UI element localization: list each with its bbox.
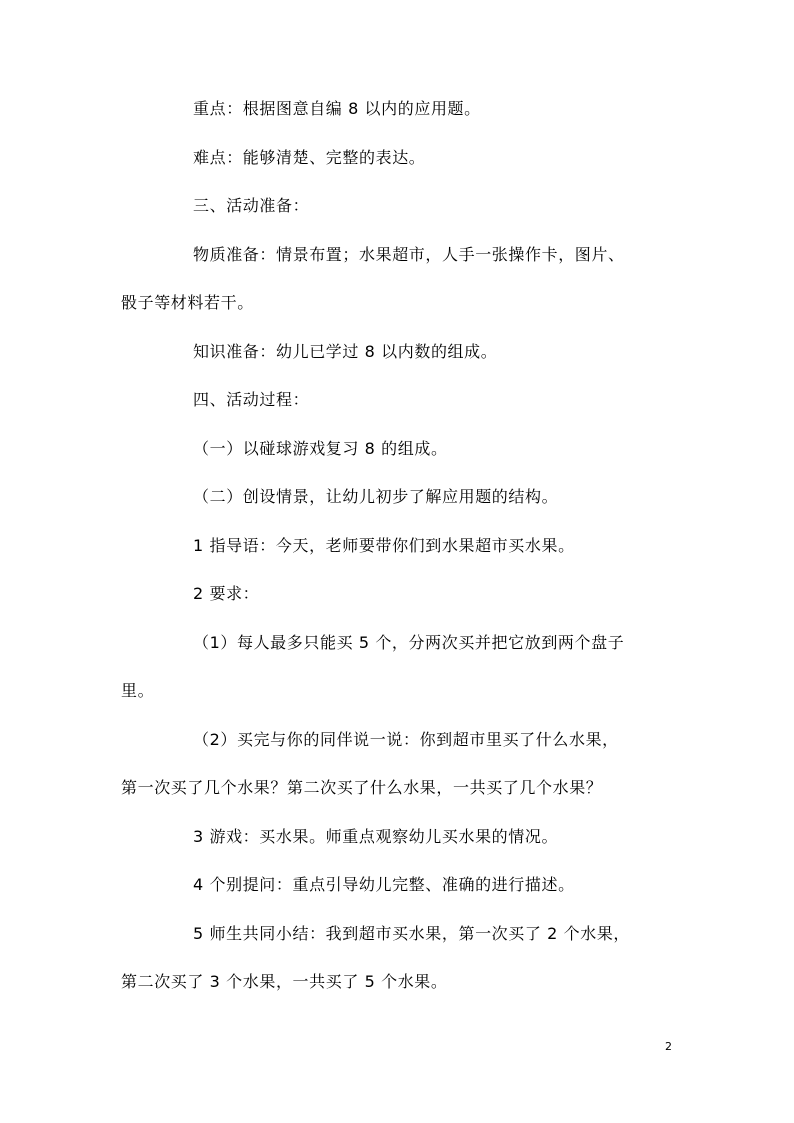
step-two: （二）创设情景，让幼儿初步了解应用题的结构。 xyxy=(193,487,559,506)
questioning-step: 4 个别提问：重点引导幼儿完整、准确的进行描述。 xyxy=(193,875,575,894)
page-number: 2 xyxy=(665,1040,672,1053)
game-step: 3 游戏：买水果。师重点观察幼儿买水果的情况。 xyxy=(193,827,559,846)
instruction-1: 1 指导语：今天，老师要带你们到水果超市买水果。 xyxy=(193,536,575,555)
paragraph-key-point: 重点：根据图意自编 8 以内的应用题。 xyxy=(193,99,481,118)
requirement-heading: 2 要求： xyxy=(193,584,260,603)
step-one: （一）以碰球游戏复习 8 的组成。 xyxy=(193,439,448,458)
summary-step-cont: 第二次买了 3 个水果，一共买了 5 个水果。 xyxy=(121,972,448,991)
requirement-1-cont: 里。 xyxy=(121,681,155,700)
paragraph-knowledge-prep: 知识准备：幼儿已学过 8 以内数的组成。 xyxy=(193,342,498,361)
requirement-2-cont: 第一次买了几个水果？第二次买了什么水果，一共买了几个水果？ xyxy=(121,778,603,797)
paragraph-material-prep: 物质准备：情景布置；水果超市，人手一张操作卡，图片、 xyxy=(193,245,625,264)
paragraph-material-prep-cont: 骰子等材料若干。 xyxy=(121,293,254,312)
section-heading-preparation: 三、活动准备： xyxy=(193,196,310,215)
requirement-1: （1）每人最多只能买 5 个，分两次买并把它放到两个盘子 xyxy=(193,633,625,652)
section-heading-process: 四、活动过程： xyxy=(193,390,310,409)
requirement-2: （2）买完与你的同伴说一说：你到超市里买了什么水果， xyxy=(193,730,619,749)
summary-step: 5 师生共同小结：我到超市买水果，第一次买了 2 个水果， xyxy=(193,924,631,943)
paragraph-difficulty: 难点：能够清楚、完整的表达。 xyxy=(193,148,426,167)
